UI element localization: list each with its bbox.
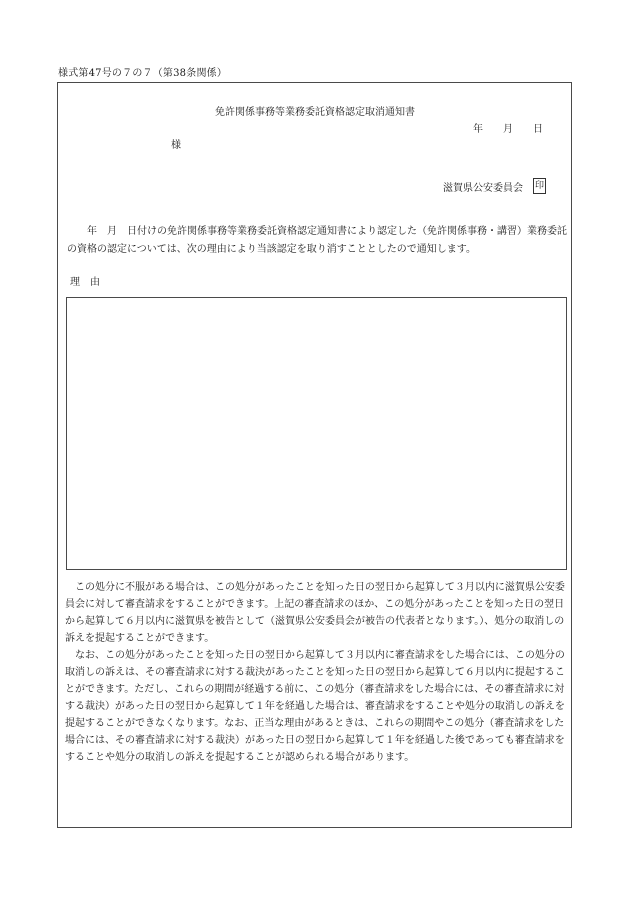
issuer-name: 滋賀県公安委員会 [443,182,523,194]
intro-paragraph: 年 月 日付けの免許関係事務等業務委託資格認定通知書により認定した（免許関係事務・講習）業務委託の資格の認定については、次の理由により当該認定を取り消すこととしたので通知します。 [67,226,567,255]
notice-paragraph: なお、この処分があったことを知った日の翌日から起算して３月以内に審査請求をした場合には、この処分の取消しの訴えは、その審査請求に対する裁決があったことを知った日の翌日から起算して６月以内に提起することができます。ただし、これらの期間が経過する前に、この処分（審査請求をした場合には、その審査請求に対する裁決）があった日の翌日から起算して１年を経過した場合は、審査請求をすることや処分の取消しの訴えを提起することができなくなります。なお、正当な理由があるときは、これらの期間やこの処分（審査請求をした場合には、その審査請求に対する裁決）があった日の翌日から起算して１年を経過した後であっても審査請求をすることや処分の取消しの訴えを提起することが認められる場合があります。 [65,650,565,763]
seal-mark: 印 [533,178,546,194]
date-line: 年 月 日 [473,124,543,135]
notice-paragraph: この処分に不服がある場合は、この処分があったことを知った日の翌日から起算して３月以内に滋賀県公安委員会に対して審査請求をすることができます。上記の審査請求のほか、この処分があったことを知った日の翌日から起算して６月以内に滋賀県を被告として（滋賀県公安委員会が被告の代表者となります。）、処分の取消しの訴えを提起することができます。 [65,582,565,644]
appeal-notice [65,579,568,766]
issuer-block [443,178,546,194]
document-title: 免許関係事務等業務委託資格認定取消通知書 [215,107,415,118]
reason-label: 理 由 [70,277,100,288]
addressee-suffix: 様 [171,140,181,151]
reason-box [66,297,567,570]
form-number: 様式第47号の７の７（第38条関係） [58,68,228,79]
